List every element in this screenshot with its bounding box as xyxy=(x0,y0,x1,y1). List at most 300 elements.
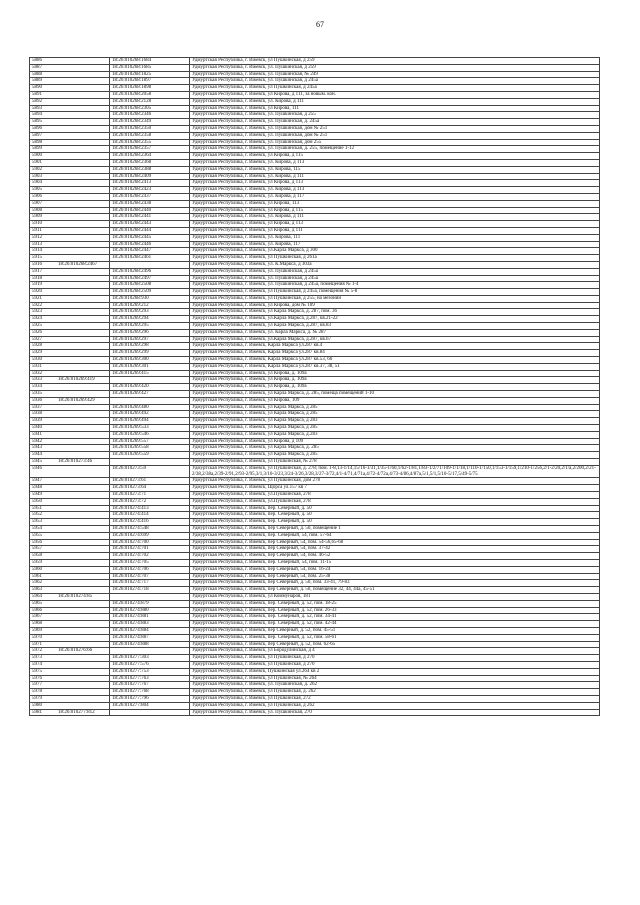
cadastral-number-primary: 18:26:010276:66 xyxy=(58,648,93,654)
row-number: 5891 xyxy=(32,91,42,97)
cadastral-number-cell: 18:26:010269:427 xyxy=(110,391,190,398)
table-row xyxy=(30,668,600,675)
address-cell: Удмуртская Республика, г. Ижевск, ул Коммунаров, 181 xyxy=(190,593,600,600)
row-number-cell xyxy=(30,709,110,716)
table-row xyxy=(30,689,600,696)
cadastral-number-cell: 18:26:010269:533 xyxy=(110,425,190,432)
table-row xyxy=(30,593,600,600)
cadastral-number-cell: 18:26:010274:707 xyxy=(110,573,190,580)
cadastral-number-cell: 18:26:010268:1897 xyxy=(110,78,190,85)
address-cell: Удмуртская Республика, г. Ижевск, ул. Кирова, 111 xyxy=(190,234,600,241)
address-cell: Удмуртская Республика, г. Ижевск, ул Пушкинская, д 245а, помещения № 5-8 xyxy=(190,289,600,296)
cadastral-number-cell: 18:26:010269:299 xyxy=(110,350,190,357)
row-number-cell xyxy=(30,512,110,519)
cadastral-number-cell: 18:26:010269:546 xyxy=(110,431,190,438)
cadastral-number-cell: 18:26:010274:701 xyxy=(110,546,190,553)
table-row xyxy=(30,459,600,466)
row-number: 5915 xyxy=(32,255,42,261)
row-number: 5952 xyxy=(32,512,42,518)
address-cell: Удмуртская Республика, г. Ижевск, ул. Кирова, д 111 xyxy=(190,98,600,105)
cadastral-number-cell: 18:26:010273:64 xyxy=(110,485,190,492)
row-number-cell xyxy=(30,146,110,153)
address-cell: Удмуртская Республика, г. Ижевск, ул Карла Маркса, д.283 xyxy=(190,431,600,438)
row-number-cell xyxy=(30,431,110,438)
cadastral-number-cell: 18:26:010268:930 xyxy=(110,295,190,302)
row-number-cell xyxy=(30,539,110,546)
cadastral-number-cell: 18:26:010268:2443 xyxy=(110,221,190,228)
row-number: 5940 xyxy=(32,425,42,431)
row-number-cell xyxy=(30,309,110,316)
address-cell: Удмуртская Республика, г. Ижевск, ул. Пушкинская, д 245а, помещения № 1-4 xyxy=(190,282,600,289)
address-cell: Удмуртская Республика, г. Ижевск, Карла Маркса ул.287 кв.84 xyxy=(190,350,600,357)
row-number-cell xyxy=(30,323,110,330)
address-cell: Удмуртская Республика, г. Ижевск, Карла Маркса ул.287 кв.4 xyxy=(190,343,600,350)
address-cell: Удмуртская Республика, г. Ижевск, ул. Карла Маркса, д. № 287 xyxy=(190,329,600,336)
address-cell: Удмуртская Республика, г. Ижевск, ул Пушкинская, д 261а xyxy=(190,255,600,262)
row-number-cell xyxy=(30,71,110,78)
cadastral-number-cell: 18:26:010269:558 xyxy=(110,445,190,452)
row-number: 5914 xyxy=(32,248,42,254)
row-number: 5955 xyxy=(32,532,42,538)
table-row xyxy=(30,234,600,241)
row-number-cell xyxy=(30,404,110,411)
cadastral-number-cell: 18:26:010268:2349 xyxy=(110,119,190,126)
cadastral-number-primary: 18:26:010269:419 xyxy=(58,377,95,383)
row-number: 5906 xyxy=(32,193,42,199)
cadastral-number-cell: 18:26:010273:59 xyxy=(110,465,190,478)
row-number: 5899 xyxy=(32,146,42,152)
cadastral-number-cell: 18:26:010274:702 xyxy=(110,553,190,560)
row-number: 5897 xyxy=(32,132,42,138)
cadastral-number-cell: 18:26:010268:2509 xyxy=(110,289,190,296)
table-row xyxy=(30,498,600,505)
table-row xyxy=(30,675,600,682)
cadastral-number-cell: 18:26:010273:61 xyxy=(110,478,190,485)
cadastral-number-cell: 18:26:010268:2409 xyxy=(110,173,190,180)
address-cell: Удмуртская Республика, г. Ижевск, ул Кирова, д 113 xyxy=(190,180,600,187)
row-number: 5895 xyxy=(32,119,42,125)
row-number-cell xyxy=(30,682,110,689)
row-number-cell xyxy=(30,64,110,71)
row-number-cell xyxy=(30,675,110,682)
row-number-cell xyxy=(30,370,110,377)
cadastral-number-cell: 18:26:010277:763 xyxy=(110,675,190,682)
row-number: 5962 xyxy=(32,580,42,586)
cadastral-number-cell xyxy=(110,397,190,404)
row-number-cell xyxy=(30,173,110,180)
address-cell: Удмуртская Республика, г. Ижевск, ул Кирова, д 111 xyxy=(190,227,600,234)
row-number-cell xyxy=(30,546,110,553)
cadastral-number-cell: 18:26:010277:804 xyxy=(110,702,190,709)
table-row xyxy=(30,302,600,309)
row-number-cell xyxy=(30,125,110,132)
row-number: 5910 xyxy=(32,221,42,227)
row-number-cell xyxy=(30,702,110,709)
table-row xyxy=(30,350,600,357)
row-number: 5944 xyxy=(32,452,42,458)
table-row xyxy=(30,180,600,187)
table-row xyxy=(30,648,600,655)
address-cell: Удмуртская Республика, г. Ижевск, ул. Кирова, д 111 xyxy=(190,173,600,180)
cadastral-number-cell: 18:26:010274:699 xyxy=(110,532,190,539)
cadastral-number-cell: 18:26:010268:2445 xyxy=(110,234,190,241)
row-number: 5887 xyxy=(32,64,42,70)
address-cell: Удмуртская Республика, г. Ижевск, ул Кирова, 109 xyxy=(190,397,600,404)
row-number-cell xyxy=(30,234,110,241)
row-number-cell xyxy=(30,214,110,221)
cadastral-number-cell: 18:26:010268:2496 xyxy=(110,268,190,275)
table-row xyxy=(30,309,600,316)
cadastral-number-primary: 18:26:010277:812 xyxy=(58,709,95,715)
row-number-cell xyxy=(30,302,110,309)
table-row xyxy=(30,173,600,180)
row-number: 5976 xyxy=(32,675,42,681)
row-number: 5901 xyxy=(32,159,42,165)
cadastral-number-cell: 18:26:010277:303 xyxy=(110,655,190,662)
row-number: 5927 xyxy=(32,336,42,342)
cadastral-number-cell: 18:26:010274:413 xyxy=(110,505,190,512)
row-number: 5959 xyxy=(32,559,42,565)
cadastral-number-cell: 18:26:010274:414 xyxy=(110,512,190,519)
row-number: 5892 xyxy=(32,98,42,104)
cadastral-number-primary: 18:26:010268:2467 xyxy=(58,261,98,267)
table-row xyxy=(30,641,600,648)
row-number: 5958 xyxy=(32,553,42,559)
address-cell: Удмуртская Республика, г. Ижевск, ул. Кирова, д 113 xyxy=(190,187,600,194)
address-cell: Удмуртская Республика, г. Ижевск, ул.Карла Маркса, д.287, кв.21-22 xyxy=(190,316,600,323)
cadastral-number-cell: 18:26:010268:1825 xyxy=(110,71,190,78)
address-cell: Удмуртская Республика, г. Ижевск, ул.Пушкинская, 278 xyxy=(190,498,600,505)
cadastral-number-cell: 18:26:010268:2497 xyxy=(110,275,190,282)
cadastral-number-cell: 18:26:010268:2358 xyxy=(110,132,190,139)
row-number: 5904 xyxy=(32,180,42,186)
cadastral-number-cell: 18:26:010269:298 xyxy=(110,343,190,350)
address-cell: Удмуртская Республика, г. Ижевск, пер. Северный, 54, пом. 11-15 xyxy=(190,559,600,566)
table-row xyxy=(30,478,600,485)
cadastral-number-cell: 18:26:010277:576 xyxy=(110,661,190,668)
table-row xyxy=(30,357,600,364)
address-cell: Удмуртская Республика, г. Ижевск, пер. Северный, д. 50 xyxy=(190,505,600,512)
table-row xyxy=(30,607,600,614)
row-number-cell xyxy=(30,58,110,65)
row-number-cell xyxy=(30,78,110,85)
row-number: 5963 xyxy=(32,587,42,593)
table-row xyxy=(30,214,600,221)
row-number: 5956 xyxy=(32,539,42,545)
row-number-cell xyxy=(30,193,110,200)
address-cell: Удмуртская Республика, г. Ижевск, ул Пушкинская, д 255, на мезонин xyxy=(190,295,600,302)
address-cell: Удмуртская Республика, г. Ижевск, пер. Северный, д. 52, пом. 18-25 xyxy=(190,600,600,607)
table-row xyxy=(30,295,600,302)
cadastral-number-cell: 18:26:010268:2423 xyxy=(110,187,190,194)
row-number: 5977 xyxy=(32,682,42,688)
cadastral-number-cell: 18:26:010268:2058 xyxy=(110,91,190,98)
cadastral-number-cell: 18:26:010274:887 xyxy=(110,634,190,641)
row-number: 5936 xyxy=(32,397,42,403)
row-number-cell xyxy=(30,221,110,228)
address-cell: Удмуртская Республика, г. Ижевск, ул Кирова, д 115 xyxy=(190,207,600,214)
cadastral-number-cell: 18:26:010269:212 xyxy=(110,302,190,309)
row-number: 5912 xyxy=(32,234,42,240)
cadastral-number-cell: 18:26:010268:2441 xyxy=(110,214,190,221)
cadastral-number-cell xyxy=(110,261,190,268)
table-row xyxy=(30,139,600,146)
address-cell: Удмуртская Республика, г. Ижевск, ул. Кирова, 117 xyxy=(190,241,600,248)
table-row xyxy=(30,709,600,716)
address-cell: Удмуртская Республика, г. Ижевск, пер Северный, 54, пом. 46-52 xyxy=(190,553,600,560)
address-cell: Удмуртская Республика, г. Ижевск, пер. Северный, д. 52, пом. 26-33 xyxy=(190,607,600,614)
table-row xyxy=(30,119,600,126)
address-cell: Удмуртская Республика, г. Ижевск, пер Северный, 54, пом. 16-24 xyxy=(190,566,600,573)
table-row xyxy=(30,539,600,546)
row-number: 5916 xyxy=(32,261,42,267)
table-row xyxy=(30,655,600,662)
row-number-cell xyxy=(30,397,110,404)
row-number-cell xyxy=(30,661,110,668)
address-cell: Удмуртская Республика, г. Ижевск, пер. Северный, д. 50 xyxy=(190,519,600,526)
row-number-cell xyxy=(30,357,110,364)
row-number: 5903 xyxy=(32,173,42,179)
row-number: 5969 xyxy=(32,627,42,633)
row-number: 5939 xyxy=(32,418,42,424)
address-cell: Удмуртская Республика, г. Ижевск, ул Карла Маркса, д 283 xyxy=(190,418,600,425)
row-number: 5978 xyxy=(32,689,42,695)
table-row xyxy=(30,519,600,526)
table-row xyxy=(30,363,600,370)
row-number-cell xyxy=(30,593,110,600)
row-number-cell xyxy=(30,627,110,634)
cadastral-number-cell: 18:26:010274:888 xyxy=(110,641,190,648)
address-cell: Удмуртская Республика, г. Ижевск, ул Пушкинская, № 278 xyxy=(190,459,600,466)
row-number: 5923 xyxy=(32,309,42,315)
address-cell: Удмуртская Республика, г. Ижевск, ул.Пушкинская, 278 xyxy=(190,492,600,499)
address-cell: Удмуртская Республика, г. Ижевск, ул Карла Маркса, д. 285 xyxy=(190,445,600,452)
address-cell: Удмуртская Республика, г. Ижевск, пер Северный, 54, пом. 37-42 xyxy=(190,546,600,553)
address-cell: Удмуртская Республика, г. Ижевск, ул Пушкинская, д 259 xyxy=(190,58,600,65)
address-cell: Удмуртская Республика, г. Ижевск, пер Северный, д. 50, помещение 32, 44, 44а, 45-51 xyxy=(190,587,600,594)
table-row xyxy=(30,485,600,492)
table-row xyxy=(30,404,600,411)
cadastral-number-cell: 18:26:010269:420 xyxy=(110,384,190,391)
row-number-cell xyxy=(30,207,110,214)
table-row xyxy=(30,323,600,330)
cadastral-number-cell: 18:26:010274:880 xyxy=(110,607,190,614)
row-number: 5933 xyxy=(32,377,42,383)
address-cell: Удмуртская Республика, г. Ижевск, ул. Пушкинская, дом № 251 xyxy=(190,125,600,132)
table-row xyxy=(30,411,600,418)
row-number-cell xyxy=(30,587,110,594)
cadastral-number-cell: 18:26:010268:2446 xyxy=(110,241,190,248)
row-number: 5968 xyxy=(32,621,42,627)
table-row xyxy=(30,627,600,634)
cadastral-number-cell: 18:26:010268:2305 xyxy=(110,105,190,112)
table-row xyxy=(30,343,600,350)
address-cell: Удмуртская Республика, г. Ижевск, пер. Северный, д. 52, пом. 34-41 xyxy=(190,614,600,621)
row-number: 5932 xyxy=(32,370,42,376)
row-number-cell xyxy=(30,411,110,418)
row-number: 5929 xyxy=(32,350,42,356)
address-cell: Удмуртская Республика, г. Ижевск, ул Пушкинская, д 245а xyxy=(190,85,600,92)
row-number-cell xyxy=(30,350,110,357)
address-cell: Удмуртская Республика, г. Ижевск, ул Пушкинская, дом 278 xyxy=(190,478,600,485)
row-number-cell xyxy=(30,132,110,139)
row-number-cell xyxy=(30,452,110,459)
row-number: 5974 xyxy=(32,661,42,667)
row-number-cell xyxy=(30,559,110,566)
row-number: 5979 xyxy=(32,695,42,701)
cadastral-number-cell: 18:26:010268:2461 xyxy=(110,255,190,262)
page-number: 67 xyxy=(316,20,324,29)
row-number: 5907 xyxy=(32,200,42,206)
table-row xyxy=(30,112,600,119)
address-cell: Удмуртская Республика, г. Ижевск, ул. Пушкинская, № 249 xyxy=(190,71,600,78)
row-number: 5893 xyxy=(32,105,42,111)
address-cell: Удмуртская Республика, г. Ижевск, ул Карла Маркса, д. 287, пом. 36 xyxy=(190,309,600,316)
row-number-cell xyxy=(30,668,110,675)
cadastral-number-cell: 18:26:010277:796 xyxy=(110,695,190,702)
address-cell: Удмуртская Республика, г. Ижевск, ул Бородулинская, д 4 xyxy=(190,648,600,655)
table-row xyxy=(30,132,600,139)
address-cell: Удмуртская Республика, г. Ижевск, пер. Северный, д. 52, пом. 58-61 xyxy=(190,634,600,641)
row-number-cell xyxy=(30,689,110,696)
cadastral-number-cell: 18:26:010269:494 xyxy=(110,418,190,425)
row-number-cell xyxy=(30,384,110,391)
table-row xyxy=(30,580,600,587)
cadastral-number-cell: 18:26:010268:1898 xyxy=(110,85,190,92)
row-number: 5943 xyxy=(32,445,42,451)
row-number-cell xyxy=(30,553,110,560)
address-cell: Удмуртская Республика, г. Ижевск, ул. Пушкинская, 270 xyxy=(190,709,600,716)
address-cell: Удмуртская Республика, г. Ижевск, ул. К.Маркса, д 303а xyxy=(190,261,600,268)
row-number-cell xyxy=(30,316,110,323)
address-cell: Удмуртская Республика, г. Ижевск, ул. Кирова, д 113 xyxy=(190,159,600,166)
cadastral-number-cell xyxy=(110,459,190,466)
table-row xyxy=(30,221,600,228)
cadastral-number-cell: 18:26:010274:883 xyxy=(110,621,190,628)
address-cell: Удмуртская Республика, г. Ижевск, ул. Пушкинская, дом 255 xyxy=(190,139,600,146)
table-row xyxy=(30,166,600,173)
cadastral-number-cell xyxy=(110,377,190,384)
table-row xyxy=(30,573,600,580)
row-number-cell xyxy=(30,159,110,166)
row-number-cell xyxy=(30,248,110,255)
address-cell: Удмуртская Республика, г. Ижевск, пер Северный, д. 50, помещение 1 xyxy=(190,525,600,532)
cadastral-number-cell: 18:26:010268:2444 xyxy=(110,227,190,234)
row-number: 5930 xyxy=(32,357,42,363)
address-cell: Удмуртская Республика, г. Ижевск, ул. Кирова, 115 xyxy=(190,166,600,173)
row-number-cell xyxy=(30,255,110,262)
row-number-cell xyxy=(30,180,110,187)
table-row xyxy=(30,621,600,628)
table-row xyxy=(30,634,600,641)
address-cell: Удмуртская Республика, г. Ижевск, ул.Карла Маркса, д 300 xyxy=(190,248,600,255)
cadastral-number-cell: 18:26:010269:297 xyxy=(110,336,190,343)
row-number-cell xyxy=(30,485,110,492)
address-cell: Удмуртская Республика, г. Ижевск, ул.Карла Маркса, д.287, кв.67 xyxy=(190,336,600,343)
cadastral-number-cell: 18:26:010274:548 xyxy=(110,525,190,532)
address-cell: Удмуртская Республика, г. Ижевск, ул. Пушкинская, д. 262 xyxy=(190,682,600,689)
cadastral-number-cell: 18:26:010268:2355 xyxy=(110,139,190,146)
row-number: 5922 xyxy=(32,302,42,308)
cadastral-number-cell: 18:26:010269:295 xyxy=(110,323,190,330)
row-number-cell xyxy=(30,377,110,384)
table-row xyxy=(30,370,600,377)
row-number: 5953 xyxy=(32,519,42,525)
table-row xyxy=(30,492,600,499)
address-cell: Удмуртская Республика, г. Ижевск, ул. Пушкинская, д 259 xyxy=(190,64,600,71)
row-number: 5938 xyxy=(32,411,42,417)
table-row xyxy=(30,377,600,384)
address-cell: Удмуртская Республика, г. Ижевск, ул Пушкинская, д 262 xyxy=(190,702,600,709)
row-number: 5937 xyxy=(32,404,42,410)
cadastral-number-cell: 18:26:010277:767 xyxy=(110,682,190,689)
cadastral-number-cell: 18:26:010274:700 xyxy=(110,539,190,546)
cadastral-number-cell: 18:26:010269:300 xyxy=(110,357,190,364)
row-number-cell xyxy=(30,519,110,526)
cadastral-number-cell xyxy=(110,709,190,716)
address-cell: Удмуртская Республика, г. Ижевск, ул Карла Маркса, д 285 xyxy=(190,404,600,411)
row-number-cell xyxy=(30,425,110,432)
address-cell: Удмуртская Республика, г. Ижевск, ул Кирова, д 111, за новым. кон. xyxy=(190,91,600,98)
cadastral-number-cell: 18:26:010274:879 xyxy=(110,600,190,607)
cadastral-number-cell: 18:26:010274:717 xyxy=(110,580,190,587)
table-row xyxy=(30,391,600,398)
cadastral-number-cell: 18:26:010269:301 xyxy=(110,363,190,370)
row-number: 5894 xyxy=(32,112,42,118)
table-row xyxy=(30,661,600,668)
row-number: 5935 xyxy=(32,391,42,397)
row-number: 5918 xyxy=(32,275,42,281)
table-row xyxy=(30,329,600,336)
address-cell: Удмуртская Республика, г. Ижевск, ул Кирова, д 113 xyxy=(190,221,600,228)
address-cell: Удмуртская Республика, г. Ижевск, Карла Маркса ул.287 кв.53, 66 xyxy=(190,357,600,364)
row-number: 5965 xyxy=(32,600,42,606)
row-number: 5921 xyxy=(32,295,42,301)
table-row xyxy=(30,465,600,478)
cadastral-number-cell: 18:26:010268:1684 xyxy=(110,58,190,65)
cadastral-number-primary: 18:26:010273:46 xyxy=(58,459,93,465)
row-number: 5941 xyxy=(32,431,42,437)
table-row xyxy=(30,261,600,268)
row-number: 5981 xyxy=(32,709,42,715)
row-number-cell xyxy=(30,621,110,628)
cadastral-number-cell: 18:26:010269:294 xyxy=(110,316,190,323)
table-row xyxy=(30,418,600,425)
address-cell: Удмуртская Республика, г. Ижевск, ул Карла Маркса, д 285 xyxy=(190,452,600,459)
row-number: 5970 xyxy=(32,634,42,640)
table-row xyxy=(30,397,600,404)
address-cell: Удмуртская Республика, г. Ижевск, пер Северный, 54, пом. 54-56,65-68 xyxy=(190,539,600,546)
table-row xyxy=(30,71,600,78)
address-cell: Удмуртская Республика, г. Ижевск, ул Кирова, д. 109а xyxy=(190,377,600,384)
table-row xyxy=(30,566,600,573)
row-number: 5913 xyxy=(32,241,42,247)
table-row xyxy=(30,546,600,553)
address-cell: Удмуртская Республика, г. Ижевск, ул Кирова, 113 xyxy=(190,200,600,207)
table-row xyxy=(30,695,600,702)
table-row xyxy=(30,58,600,65)
table-row xyxy=(30,425,600,432)
row-number: 5946 xyxy=(32,465,42,471)
address-cell: Удмуртская Республика, г. Ижевск, ул Пушкинская, д 270 xyxy=(190,661,600,668)
row-number-cell xyxy=(30,580,110,587)
cadastral-number-cell: 18:26:010268:2388 xyxy=(110,166,190,173)
row-number: 5909 xyxy=(32,214,42,220)
row-number-cell xyxy=(30,695,110,702)
cadastral-number-cell: 18:26:010268:2128 xyxy=(110,98,190,105)
row-number: 5945 xyxy=(32,459,42,465)
cadastral-number-cell: 18:26:010268:2508 xyxy=(110,282,190,289)
